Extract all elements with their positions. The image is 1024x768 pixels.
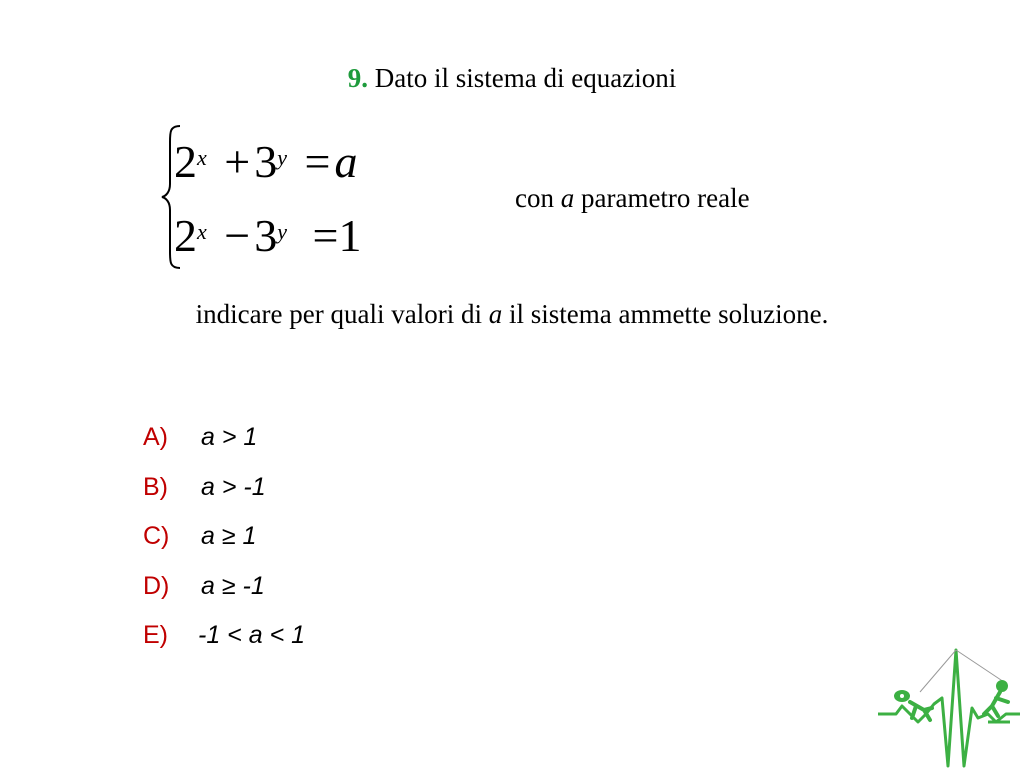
- answer-option-d[interactable]: [143, 569, 305, 619]
- answer-letter: A): [143, 423, 168, 451]
- answer-option-e[interactable]: [143, 618, 305, 668]
- question-prompt: indicare per quali valori di a il sistema ammette soluzione.: [195, 299, 829, 329]
- answer-option-c[interactable]: [143, 519, 305, 569]
- question-number: 9.: [347, 63, 369, 93]
- answer-option-b[interactable]: [143, 470, 305, 520]
- equation-2: $2^x -3^y =1$: [174, 210, 362, 261]
- answer-text: a > 1: [201, 423, 258, 451]
- parameter-note: con a parametro reale: [515, 183, 750, 213]
- heartbeat-climbers-logo-icon: [872, 648, 1024, 768]
- answer-letter: C): [143, 522, 170, 550]
- equation-system: [160, 122, 420, 272]
- answer-text: a > -1: [201, 472, 266, 501]
- answer-text: -1 < a < 1: [198, 621, 306, 649]
- answer-letter: B): [143, 472, 168, 501]
- answer-text: a ≥ -1: [201, 571, 265, 600]
- answer-list: [143, 420, 305, 668]
- question-title-text: Dato il sistema di equazioni: [374, 63, 677, 93]
- answer-letter: D): [143, 571, 170, 600]
- answer-letter: E): [143, 621, 168, 649]
- answer-text: a ≥ 1: [201, 522, 257, 550]
- question-title: [0, 60, 1024, 96]
- answer-option-a[interactable]: [143, 420, 305, 470]
- equation-1: $2^x +3^y =a$: [174, 136, 358, 187]
